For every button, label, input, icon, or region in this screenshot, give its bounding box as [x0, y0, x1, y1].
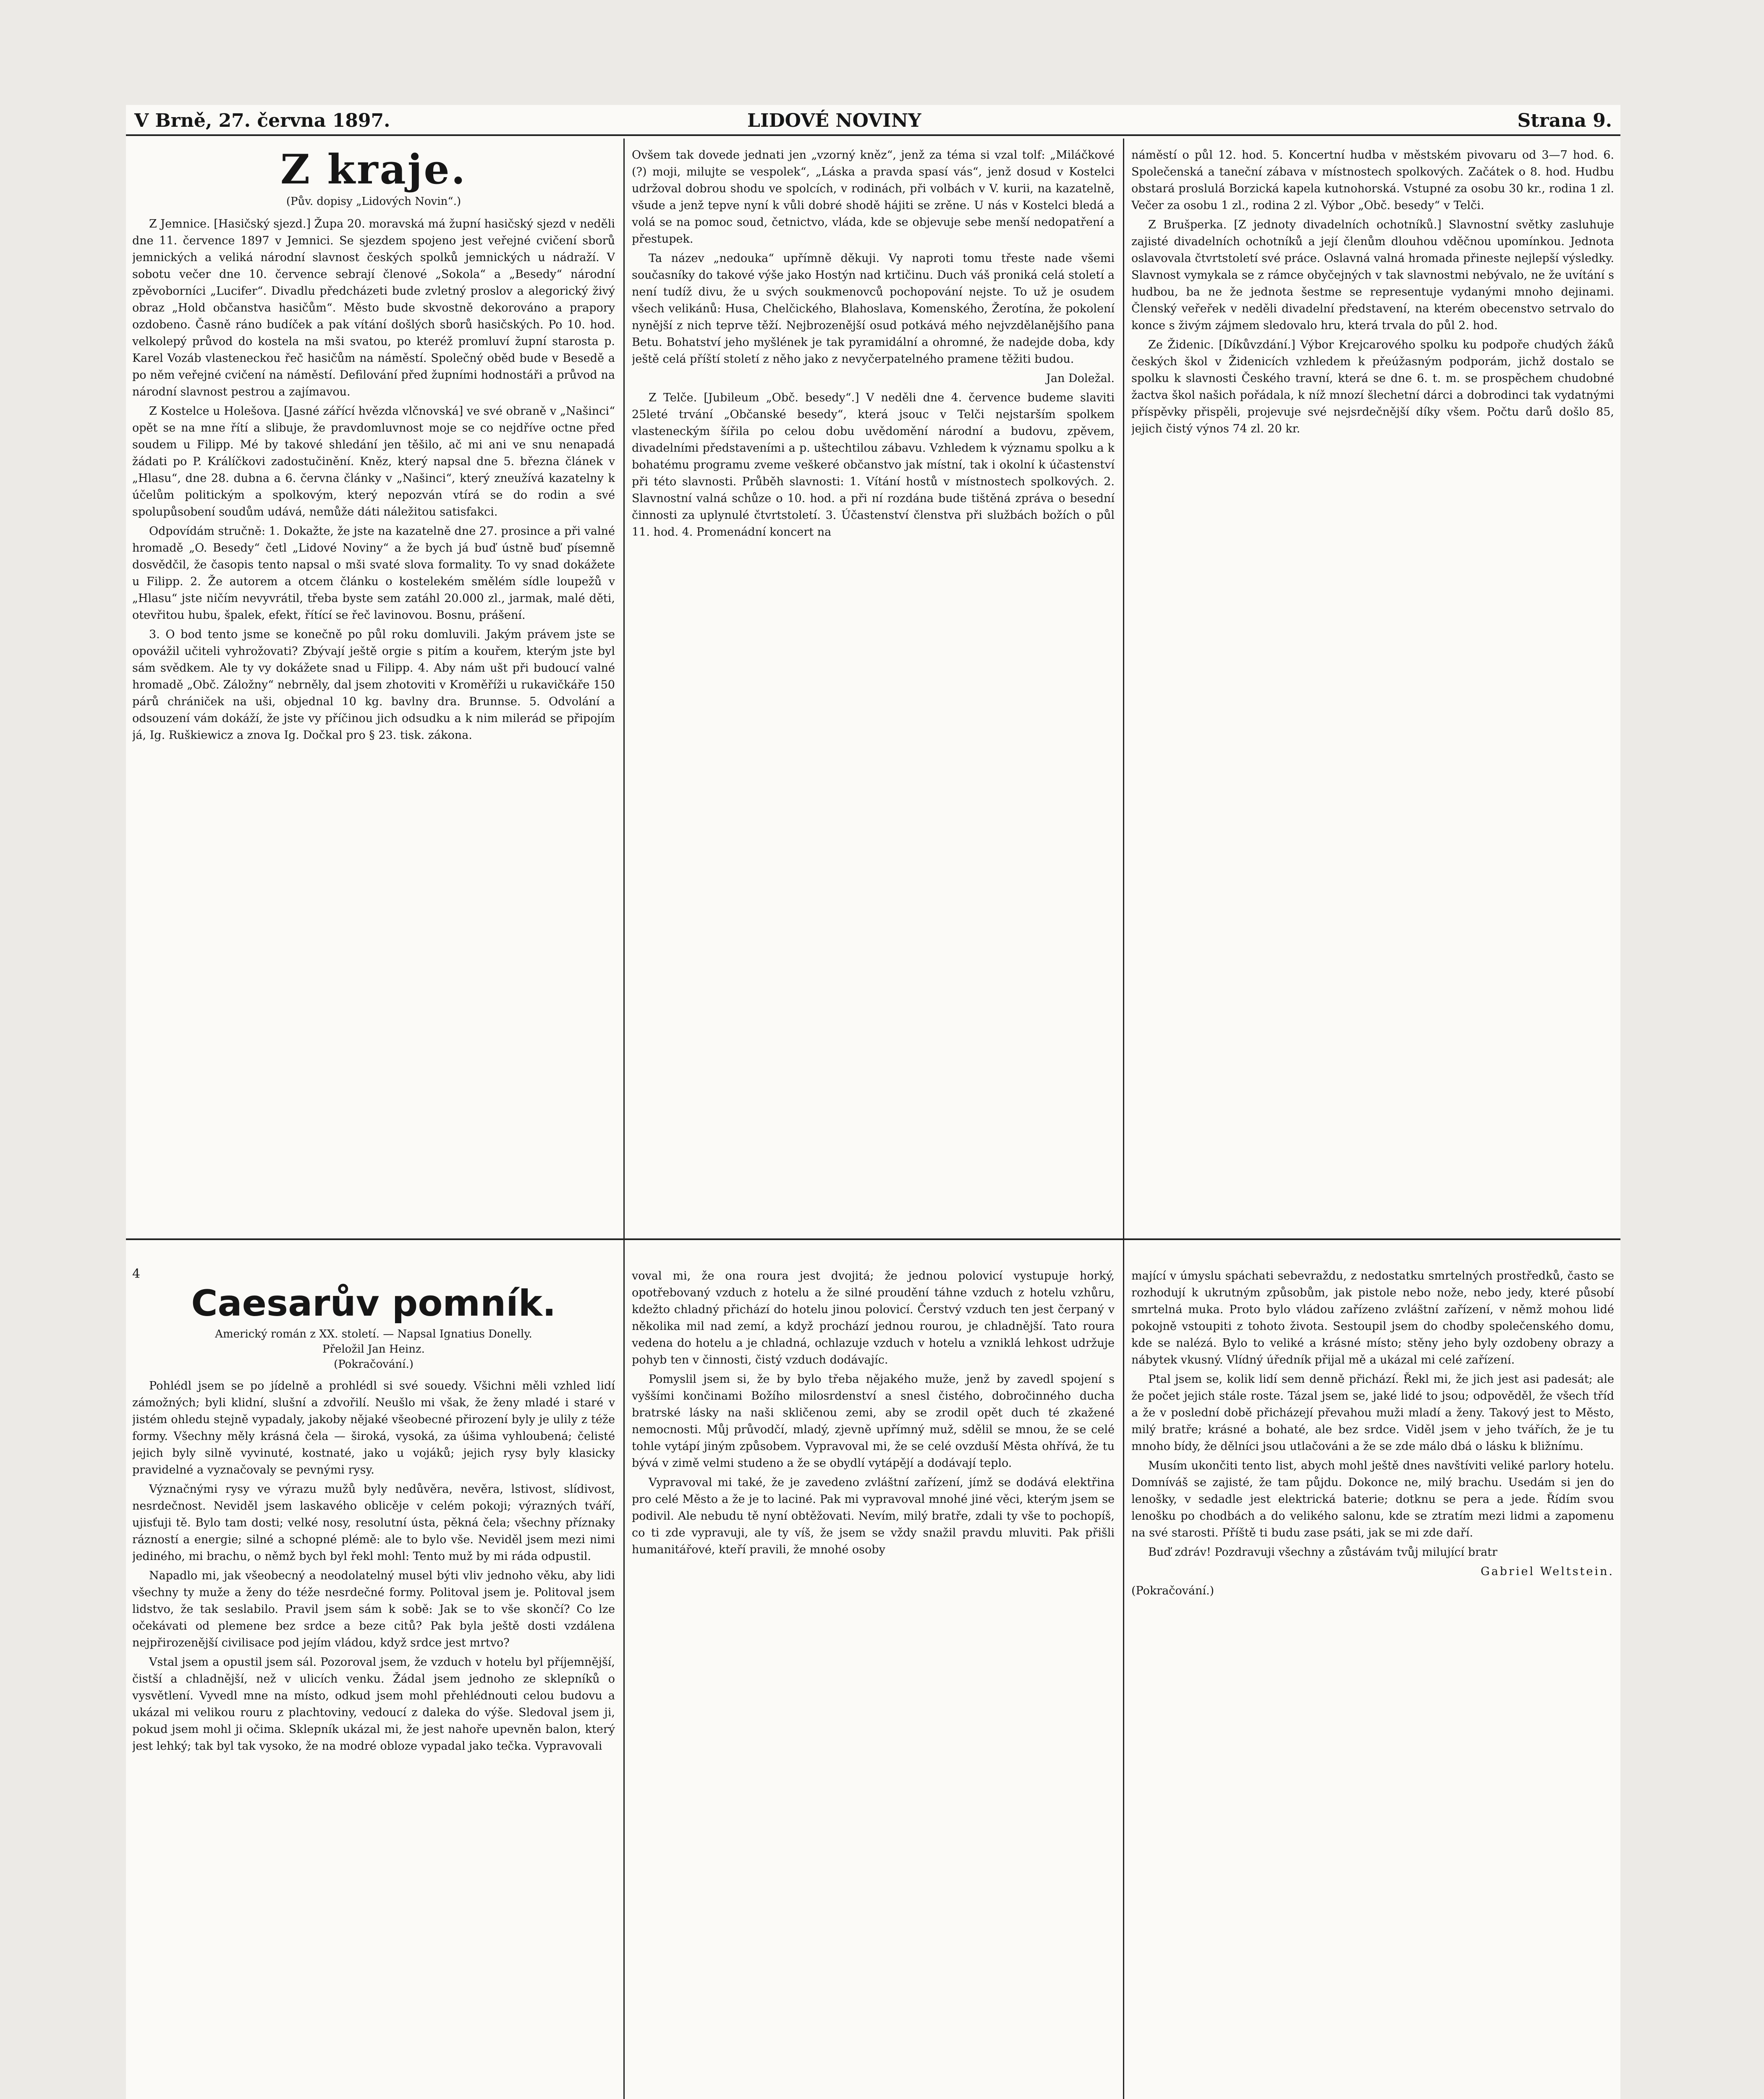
story-translator: Přeložil Jan Heinz. [322, 1343, 425, 1356]
story-paragraph: Pohlédl jsem se po jídelně a prohlédl si své souedy. Všichni měli vzhled lidí zámožných; byli klidní, slušní a zdvořilí. Neušlo mi však, že ženy mladé i staré v jistém ohledu stejně vypadaly, jakoby nějaké všeobecné přirození byly je ulily z téže formy. Všechny měly krásná čela — široká, vysoká, za úšima vyhloubená; čelisté jejich byly silně vyvinuté, kostnaté, jako u vojáků; jejich rysy byly klasicky pravidelné a vyznačovaly se pevnými rysy. [132, 1379, 615, 1476]
article-paragraph: Odpovídám stručně: 1. Dokažte, že jste na kazatelně dne 27. prosince a při valné hromadě „O. Besedy“ četl „Lidové Noviny“ a že bych já buď ústně buď písemně dosvědčil, že časopis tento napsal o mši svaté slova formality. To vy snad dokážete u Filipp. 2. Že autorem a otcem článku o kostelekém smělém sídle loupežů v „Hlasu“ jste ničím nevyvrátil, třeba byste sem zatáhl 20.000 zl., jarmak, malé děti, otevřitou hubu, špalek, efekt, řítící se řeč lavinovou. Bosnu, prášení. [132, 525, 615, 622]
story-paragraph: Pomyslil jsem si, že by bylo třeba nějakého muže, jenž by zavedl spojení s vyššími končinami Božího milosrdenství a snesl čistého, dobročinného ducha bratrské lásky na naši skličenou zemi, aby se zrodil opět duch té zkažené nemocnosti. Můj průvodčí, mladý, zjevně upřímný muž, sdělil se mnou, že se celé tohle vytápí jiným způsobem. Vypravoval mi, že se celé ovzduší Města ohřívá, že tu bývá v zimě velmi studeno a že se obydlí vytápějí a dodávají teplo. [632, 1373, 1115, 1470]
article-paragraph: náměstí o půl 12. hod. 5. Koncertní hudba v městském pivovaru od 3—7 hod. 6. Společenská a taneční zábava v místnostech spolkových. Začátek o 8. hod. Hudbu obstará proslulá Borzická kapela kutnohorská. Vstupné za osobu 30 kr., rodina 1 zl. Večer za osobu 1 zl., rodina 2 zl. Výbor „Obč. besedy“ v Telči. [1131, 149, 1614, 212]
story-continued: (Pokračování.) [334, 1358, 414, 1371]
header-date: V Brně, 27. června 1897. [134, 110, 390, 131]
story-column-1 [132, 1268, 615, 2099]
article-paragraph: Ze Židenic. [Díkůvzdání.] Výbor Krejcarového spolku ku podpoře chudých žáků českých škol v Židenicích vzhledem k přeúžasným podporám, jichž dostalo se spolku k slavnosti Českého travní, která se dne 6. t. m. se prospěchem chudobné žactva škol našich pořádala, k níž mnozí šlechetní dárci a dobrodinci tak vydatnými příspěvky přispěli, projevuje své nejsrdečnější díky všem. Počtu darů došlo 85, jejich čistý výnos 74 zl. 20 kr. [1131, 338, 1614, 435]
article-paragraph: Z Kostelce u Holešova. [Jasné zářící hvězda vlčnovská] ve své obraně v „Našinci“ opět se na mne řítí a slibuje, že pravdomluvnost moje se co nejdříve octne před soudem u Filipp. Mé by takové shledání jen těšilo, ač mi ani ve snu nenapadá žádati po P. Králíčkovi zadostučinění. Kněz, který napsal dne 5. března článek v „Hlasu“, dne 28. dubna a 6. června články v „Našinci“, který zneužívá kazatelny k účelům politickým a spolkovým, který nepozván vtírá se do rodin a své spolupůsobení soudům udává, nemůže dáti náležitou satisfakci. [132, 405, 615, 518]
story-signature: Gabriel Weltstein. [1481, 1565, 1614, 1578]
middle-column [632, 147, 1115, 1222]
article-paragraph: Z Brušperka. [Z jednoty divadelních ochotníků.] Slavnostní světky zasluhuje zajisté divadelních ochotníků a její členům dlouhou vděčnou upomínkou. Jednota oslavovala čtvrtstoletí své práce. Oslavná valná hromada přineste nejlepší výsledky. Slavnost vymykala se z rámce obyčejných v tak slavnostmi nebývalo, ne že uvítání s hudbou, ba ne že jednota šestme se representuje vydanými mnoho dejinami. Členský veřeřek v neděli divadelní představení, na kterém obecenstvo setrvalo do konce s živým zájmem sledovalo hru, která trvala do půl 2. hod. [1131, 218, 1614, 332]
story-column-3 [1131, 1268, 1614, 2099]
header-page-number: Strana 9. [1517, 110, 1612, 131]
newspaper-page [126, 105, 1620, 2099]
article-paragraph: Ta název „nedouka“ upřímně děkuji. Vy naproti tomu třeste nade všemi současníky do takové výše jako Hostýn nad krtičinu. Duch váš proniká celá století a není tudíž divu, že u svých soukmenovců pochopování nejste. To už je osudem všech velikánů: Husa, Chelčického, Blahoslava, Komenského, Žerotína, že pokolení nynější z nich teprve těží. Nejbrozenější osud potkává mého nejvzdělanějšího pana Betu. Bohatství jeho myšlének je tak pyramidální a ohromné, že nadejde doba, kdy ještě celá příští století z něho jako z nevyčerpatelného pramene těžiti budou. [632, 252, 1115, 366]
page-header [126, 105, 1620, 136]
story-paragraph: Význačnými rysy ve výrazu mužů byly nedůvěra, nevěra, lstivost, slídivost, nesrdečnost. Neviděl jsem laskavého oblicěje v celém pokoji; výrazných tváří, ujisťuji tě. Bylo tam dosti; velké nosy, resolutní ústa, pěkná čela; všechny příznaky rázností a energie; silné a schopné plémě: ale to bylo vše. Neviděl jsem mezi nimi jediného, mi brachu, o němž bych byl řekl mohl: Tento muž by mi ráda odpustil. [132, 1483, 615, 1563]
story-paragraph: Vypravoval mi také, že je zavedeno zvláštní zařízení, jímž se dodává elektřina pro celé Město a že je to laciné. Pak mi vypravoval mnohé jiné věci, kterým jsem se podivil. Ale nebudu tě nyní obtěžovati. Nevím, milý bratře, zdali ty vše to pochopíš, co ti zde vypravuji, ale ty víš, že jsem se vždy snažil pravdu mluviti. Pak přišli humanitářové, kteří pravili, že mnohé osoby [632, 1476, 1115, 1556]
article-paragraph: Z Jemnice. [Hasičský sjezd.] Župa 20. moravská má župní hasičský sjezd v neděli dne 11. července 1897 v Jemnici. Se sjezdem spojeno jest veřejné cvičení sborů jemnických a veliká národní slavnost českých spolků jemnických u nádraží. V sobotu večer dne 10. července sebrají členové „Sokola“ a „Besedy“ národní zpěvoborníci „Lucifer“. Divadlu předcházeti bude zvletný proslov a alegorický živý obraz „Hold občanstva hasičům“. Město bude skvostně dekorováno a prapory ozdobeno. Časně ráno budíček a pak vítání došlých sborů hasičských. Po 10. hod. velkolepý průvod do kostela na mši svatou, po kteréž promluví župní starosta p. Karel Vozáb vlasteneckou řeč hasičům na náměstí. Společný oběd bude v Besedě a po něm veřejné cvičení na náměstí. Defilování před župními hodnostáři a průvod na národní slavnost pestrou a zajímavou. [132, 217, 615, 398]
article-paragraph: Ovšem tak dovede jednati jen „vzorný kněz“, jenž za téma si vzal tolf: „Miláčkové (?) moji, milujte se vespolek“, „Láska a pravda spasí vás“, jenž dosud v Kostelci udržoval dobrou shodu ve spolcích, v rodinách, při volbách v V. kurii, na kazatelně, všude a jenž tepve nyní k vůli dobré shodě hájiti se zrěne. U nás v Kostelci bledá a volá se na pomoc soud, četnictvo, vláda, kde se objevuje sebe menší nedopatření a přestupek. [632, 149, 1115, 246]
story-paragraph: Ptal jsem se, kolik lidí sem denně přichází. Řekl mi, že jich jest asi padesát; ale že počet jejich stále roste. Tázal jsem se, jaké lidé to jsou; odpověděl, že všech tříd a že v poslední době přicházejí převahou muži mladí a ženy. Takový jest to Město, milý bratře; krásné a bohaté, ale bez srdce. Viděl jsem v jeho tvářích, že je tu mnoho bídy, že dělníci jsou utlačováni a že se zde málo dbá o lásku k bližnímu. [1131, 1373, 1614, 1453]
article-paragraph: Z Telče. [Jubileum „Obč. besedy“.] V neděli dne 4. července budeme slaviti 25leté trvání „Občanské besedy“, která jsouc v Telči nejstarším spolkem vlasteneckým šířila po celou dobu uvědomění národní a budovu, zpěvem, divadelními představeními a p. uštechtilou zábavu. Vzhledem k významu spolku a k bohatému programu zveme veškeré občanstvo jak místní, tak i okolní k účastenství při této slavnosti. Průběh slavnosti: 1. Vítání hostů v místnostech spolkových. 2. Slavnostní valná schůze o 10. hod. a při ní rozdána bude tištěná zpráva o besední činnosti za uplynulé čtvrtstoletí. 3. Účastenství členstva při službách božích o půl 11. hod. 4. Promenádní koncert na [632, 391, 1115, 539]
story-paragraph: mající v úmyslu spáchati sebevraždu, z nedostatku smrtelných prostředků, často se rozhodují k ukrutným způsobům, jak pistole nebo nože, nebo jedy, které působí smrtelná muka. Proto bylo vládou zařízeno zvláštní zařízení, v němž mohou lidé pokojně vstoupiti z tohoto života. Sestoupil jsem do chodby společenského domu, kde se nalézá. Bylo to veliké a krásné místo; stěny jeho byly ozdobeny obrazy a nábytek vkusný. Vlídný úředník přijal mě a ukázal mi celé zařízení. [1131, 1269, 1614, 1366]
column-rule [623, 139, 625, 2099]
story-number: 4 [132, 1268, 141, 1281]
right-column [1131, 147, 1614, 1222]
column-rule [1123, 139, 1124, 2099]
story-title: Caesarův pomník. [191, 1282, 556, 1324]
story-paragraph: Vstal jsem a opustil jsem sál. Pozoroval jsem, že vzduch v hotelu byl příjemnější, čistší a chladnější, než v ulicích venku. Žádal jsem jednoho ze sklepníků o vysvětlení. Vyvedl mne na místo, odkud jsem mohl přehlédnouti celou budovu a ukázal mi velikou rouru z plachtoviny, vedoucí z daleka do výše. Sledoval jsem ji, pokud jsem mohl ji očima. Sklepník ukázal mi, že jest nahoře upevněn balon, který jest lehký; tak byl tak vysoko, že na modré obloze vypadal jako tečka. Vypravovali [132, 1656, 615, 1753]
article-signature: Jan Doležal. [1046, 372, 1115, 385]
story-paragraph: Musím ukončiti tento list, abych mohl ještě dnes navštíviti veliké parlory hotelu. Domníváš se zajisté, že tam půjdu. Dokonce ne, milý brachu. Usedám si jen do lenošky, v sedadle jest elektrická baterie; dotknu se pera a jede. Řídím svou lenošku po chodbách a do velikého salonu, kde se ztratím mezi lidmi a zapomenu na své starosti. Příště ti budu zase psáti, jak se mi zde daří. [1131, 1459, 1614, 1539]
section-subtitle: (Pův. dopisy „Lidových Novin“.) [286, 195, 461, 208]
story-subtitle: Americký román z XX. století. — Napsal Ignatius Donelly. [215, 1328, 532, 1340]
section-title: Z kraje. [280, 147, 467, 193]
story-paragraph: Napadlo mi, jak všeobecný a neodolatelný musel býti vliv jednoho věku, aby lidi všechny ty muže a ženy do téže nesrdečné formy. Politoval jsem je. Politoval jsem lidstvo, že tak seslabilo. Pravil jsem sám k sobě: Jak se to vše skončí? Co lze očekávati od plemene bez srdce a beze citů? Pak byla ještě dosti vzdálena nejpřirozenější civilisace pod jejím vládou, když srdce jest mrtvo? [132, 1569, 615, 1649]
header-masthead: LIDOVÉ NOVINY [747, 110, 921, 131]
story-paragraph: voval mi, že ona roura jest dvojitá; že jednou polovicí vystupuje horký, opotřebovaný vzduch z hotelu a že silné proudění táhne vzduch z hotelu vzhůru, kdežto chladný přichází do hotelu jinou polovicí. Čerstvý vzduch ten jest čerpaný v několika mil nad zemí, a když prochází jednou rourou, je chladnější. Tato roura vedena do hotelu a je chladná, ochlazuje vzduch v hotelu a vzniklá lehkost udržuje pohyb ten v činnosti, čistý vzduch dodávajíc. [632, 1269, 1115, 1366]
kraje-column [132, 147, 615, 1222]
story-column-2 [632, 1268, 1115, 2099]
section-rule [1124, 1238, 1620, 1240]
article-paragraph: 3. O bod tento jsme se konečně po půl roku domluvili. Jakým právem jste se opovážil učiteli vyhrožovati? Zbývají ještě orgie s pitím a kouřem, kterým jste byl sám svědkem. Ale ty vy dokážete snad u Filipp. 4. Aby nám ušt při budoucí valné hromadě „Obč. Záložny“ nebrněly, dal jsem zhotoviti v Kroměříži u rukavičkáře 150 párů chrániček na uši, objednal 10 kg. bavlny dra. Brunnse. 5. Odvolání a odsouzení vám dokáží, že jste vy příčinou jich odsudku a k nim milerád se připojím já, Ig. Ruškiewicz a znova Ig. Dočkal pro § 23. tisk. zákona. [132, 628, 615, 742]
section-rule [126, 1238, 1123, 1240]
story-continued-note: (Pokračování.) [1131, 1584, 1214, 1597]
story-paragraph: Buď zdráv! Pozdravuji všechny a zůstávám tvůj milující bratr [1148, 1546, 1497, 1559]
